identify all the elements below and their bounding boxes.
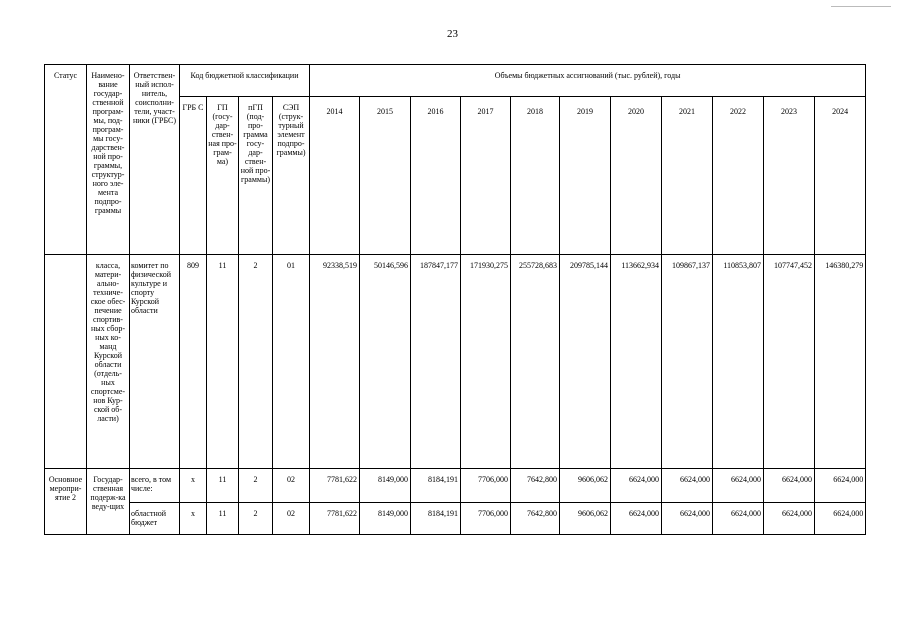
row-value-2015: 8149,000 [360,469,411,503]
header-code-gp: ГП (госу-дар-ствен-ная про-грам-ма) [207,97,239,255]
row-value-2024: 6624,000 [815,503,866,535]
row-value-2022: 110853,807 [713,255,764,469]
row-value-2019: 9606,062 [560,503,611,535]
row-value-2024: 146380,279 [815,255,866,469]
budget-table [44,64,866,535]
row-code-gp: 11 [207,255,239,469]
table-row [45,469,866,503]
row-code-sep: 02 [273,503,310,535]
row-status [45,255,87,469]
row-value-2017: 7706,000 [461,503,511,535]
table-row [45,255,866,469]
row-code-pgp: 2 [239,503,273,535]
row-value-2022: 6624,000 [713,503,764,535]
row-value-2022: 6624,000 [713,469,764,503]
table-row [45,503,866,535]
header-code-sep: СЭП (струк-турный элемент подпро-граммы) [273,97,310,255]
row-code-grbs: 809 [180,255,207,469]
row-name: класса, матери-ально-техниче-ское обес-печение спортив-ных сбор-ных ко-манд Курской области (отдель-ных спортсме-нов Кур-ской об-ласти) [87,255,130,469]
row-code-grbs: х [180,503,207,535]
page-number: 23 [447,28,458,40]
header-year-2015: 2015 [360,97,411,255]
row-status: Основное меропри-ятие 2 [45,469,87,535]
row-value-2014: 7781,622 [310,503,360,535]
row-value-2019: 209785,144 [560,255,611,469]
row-responsible: областной бюджет [130,503,180,535]
row-value-2020: 113662,934 [611,255,662,469]
header-code-pgp: пГП (под-про-грамма госу-дар-ствен-ной про-граммы) [239,97,273,255]
row-code-grbs: х [180,469,207,503]
header-name: Наимено-вание государ-ственной програм-мы, под-програм-мы госу-дарствен-ной про-граммы, структур-ного эле-мента подпро-граммы [87,65,130,255]
row-value-2021: 6624,000 [662,469,713,503]
header-year-2019: 2019 [560,97,611,255]
row-value-2023: 6624,000 [764,469,815,503]
row-value-2021: 109867,137 [662,255,713,469]
header-year-2020: 2020 [611,97,662,255]
row-value-2018: 255728,683 [511,255,560,469]
row-value-2018: 7642,800 [511,469,560,503]
row-value-2015: 8149,000 [360,503,411,535]
row-value-2023: 107747,452 [764,255,815,469]
row-code-gp: 11 [207,469,239,503]
row-code-gp: 11 [207,503,239,535]
corner-mark [831,6,891,7]
header-year-2021: 2021 [662,97,713,255]
row-value-2023: 6624,000 [764,503,815,535]
header-status: Статус [45,65,87,255]
row-value-2016: 8184,191 [411,469,461,503]
header-code-grbs: ГРБ С [180,97,207,255]
header-year-2016: 2016 [411,97,461,255]
row-code-sep: 01 [273,255,310,469]
row-code-pgp: 2 [239,469,273,503]
header-year-2022: 2022 [713,97,764,255]
row-value-2016: 8184,191 [411,503,461,535]
header-row-1 [45,65,866,97]
row-value-2014: 7781,622 [310,469,360,503]
header-year-2014: 2014 [310,97,360,255]
row-value-2024: 6624,000 [815,469,866,503]
header-responsible: Ответствен-ный испол-нитель, соисполни-тели, участ-ники (ГРБС) [130,65,180,255]
header-year-2017: 2017 [461,97,511,255]
header-volume-group: Объемы бюджетных ассигнований (тыс. рублей), годы [310,65,866,97]
header-year-2024: 2024 [815,97,866,255]
row-code-sep: 02 [273,469,310,503]
row-value-2017: 7706,000 [461,469,511,503]
row-responsible: комитет по физической культуре и спорту Курской области [130,255,180,469]
row-code-pgp: 2 [239,255,273,469]
row-value-2018: 7642,800 [511,503,560,535]
header-year-2023: 2023 [764,97,815,255]
header-code-group: Код бюджетной классификации [180,65,310,97]
row-name: Государ-ственная подерж-ка веду-щих [87,469,130,535]
row-value-2019: 9606,062 [560,469,611,503]
row-value-2015: 50146,596 [360,255,411,469]
row-value-2016: 187847,177 [411,255,461,469]
row-value-2021: 6624,000 [662,503,713,535]
row-value-2014: 92338,519 [310,255,360,469]
row-value-2017: 171930,275 [461,255,511,469]
row-value-2020: 6624,000 [611,503,662,535]
row-value-2020: 6624,000 [611,469,662,503]
header-year-2018: 2018 [511,97,560,255]
row-responsible: всего, в том числе: [130,469,180,503]
